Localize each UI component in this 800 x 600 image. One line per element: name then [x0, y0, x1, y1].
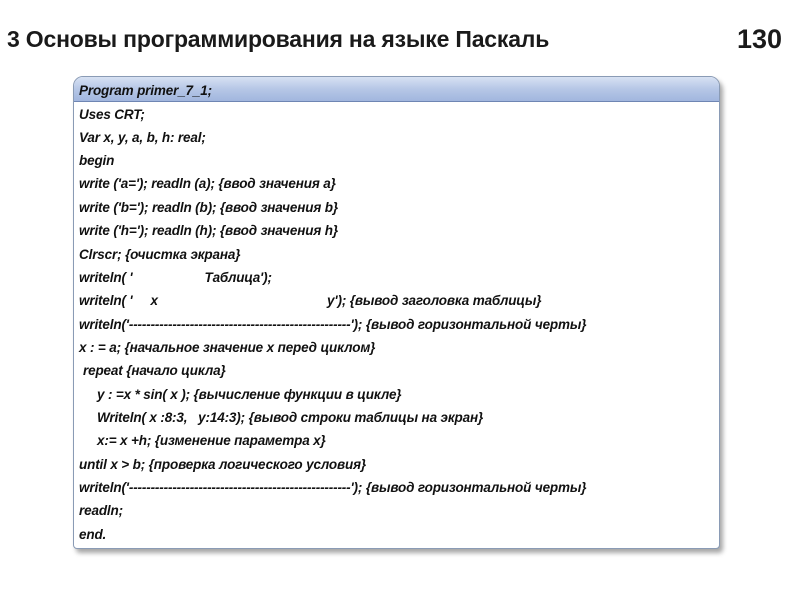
- code-line: x : = a; {начальное значение х перед циклом}: [79, 340, 376, 355]
- page-number: 130: [736, 24, 782, 54]
- code-line: Clrscr; {очистка экрана}: [79, 247, 241, 262]
- code-line: write ('b='); readln (b); {ввод значения b}: [79, 200, 338, 215]
- code-line: writeln('---------------------------------------------------'); {вывод горизонтальной черты}: [79, 480, 587, 495]
- code-line: readln;: [79, 503, 123, 518]
- code-line: x:= x +h; {изменение параметра х}: [97, 433, 326, 448]
- code-line: Var x, y, a, b, h: real;: [79, 130, 206, 145]
- code-line: writeln( ' Таблица');: [79, 270, 272, 285]
- code-line: begin: [79, 153, 115, 168]
- code-line: write ('h='); readln (h); {ввод значения h}: [79, 223, 338, 238]
- code-line: writeln('---------------------------------------------------'); {вывод горизонтальной черты}: [79, 317, 587, 332]
- code-line: until x > b; {проверка логического условия}: [79, 457, 367, 472]
- code-line: Program primer_7_1;: [79, 83, 212, 98]
- code-line: Uses CRT;: [79, 107, 145, 122]
- code-line: writeln( ' x y'); {вывод заголовка таблицы}: [79, 293, 542, 308]
- code-line: Writeln( x :8:3, y:14:3); {вывод строки таблицы на экран}: [97, 410, 484, 425]
- code-line: y : =x * sin( x ); {вычисление функции в цикле}: [97, 387, 402, 402]
- slide-title: 3 Основы программирования на языке Паскаль: [7, 26, 550, 52]
- code-line: repeat {начало цикла}: [83, 363, 226, 378]
- code-panel: [73, 76, 720, 549]
- code-line: end.: [79, 527, 107, 542]
- code-line: write ('a='); readln (a); {ввод значения а}: [79, 176, 336, 191]
